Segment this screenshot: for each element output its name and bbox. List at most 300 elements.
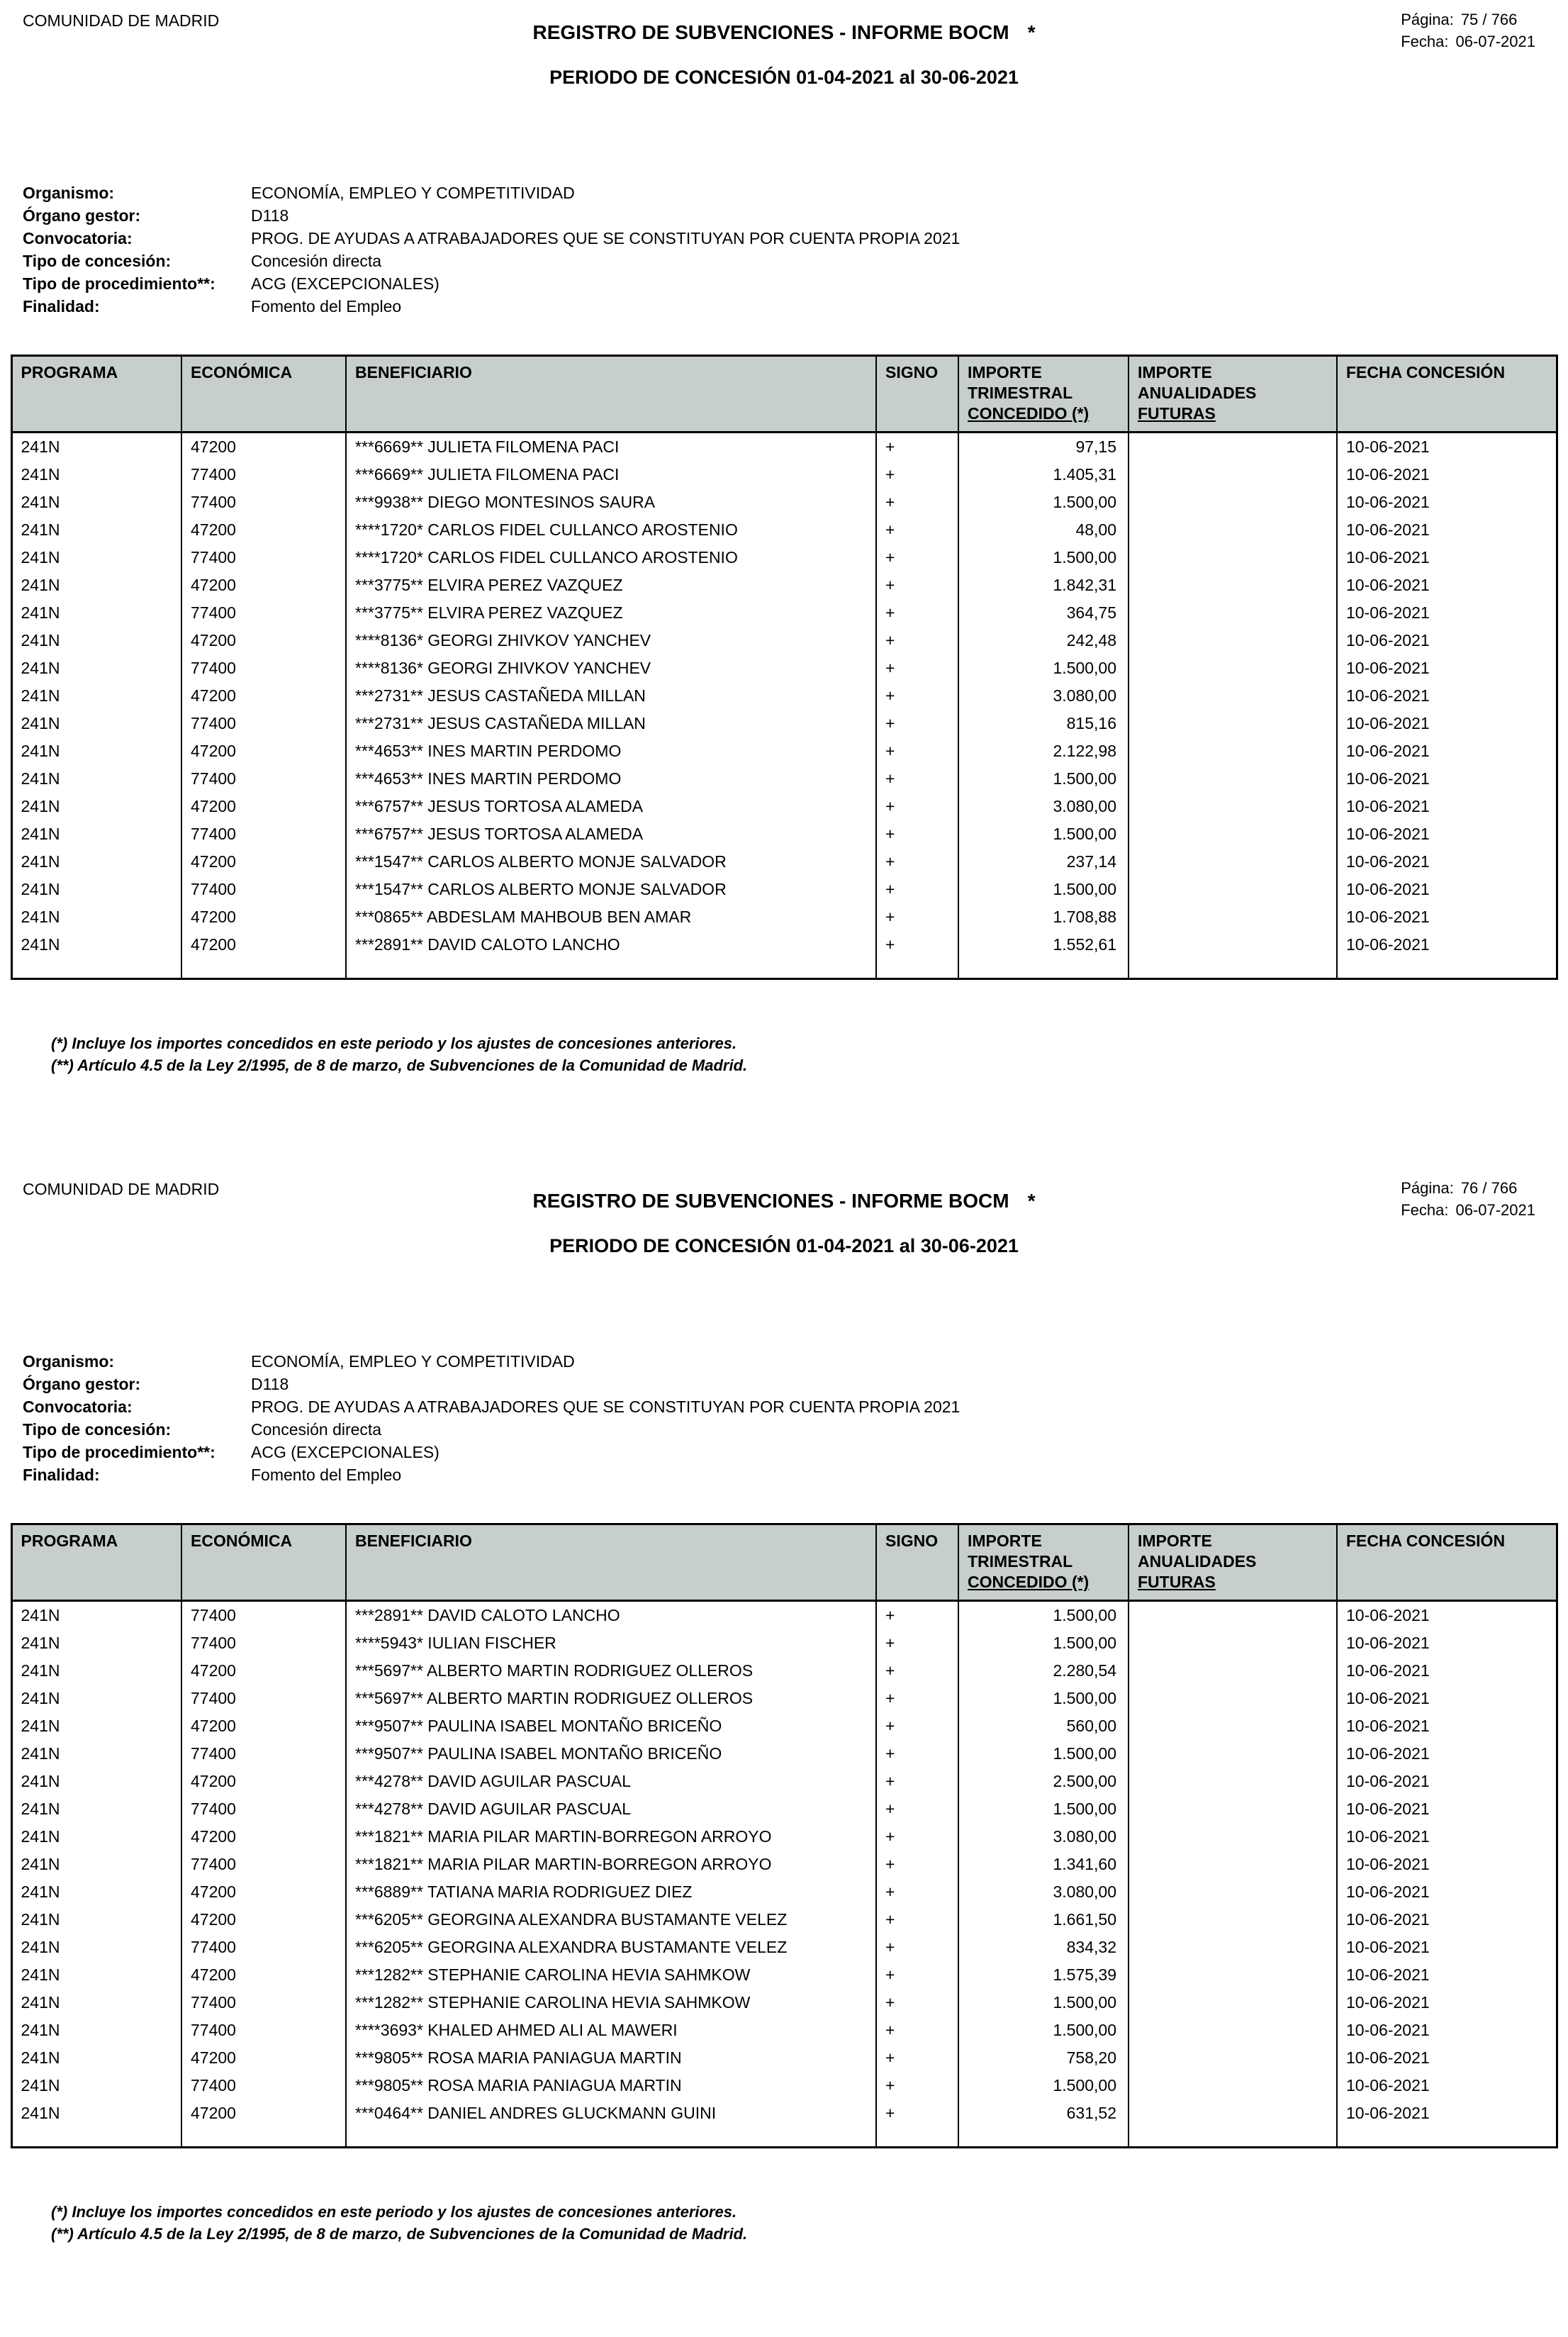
cell-importe-trimestral: 3.080,00 xyxy=(958,793,1129,820)
cell-beneficiario: ***1282** STEPHANIE CAROLINA HEVIA SAHMKOW xyxy=(346,1961,876,1989)
column-header-line: TRIMESTRAL xyxy=(968,384,1073,402)
cell-beneficiario: ***1821** MARIA PILAR MARTIN-BORREGON ARROYO xyxy=(346,1823,876,1851)
column-header-fecha-concesion xyxy=(1337,1524,1557,1601)
cell-importe-anualidades xyxy=(1129,627,1337,654)
table-row xyxy=(11,2017,1557,2044)
cell-importe-anualidades xyxy=(1129,737,1337,765)
meta-label: Organismo: xyxy=(23,1352,115,1371)
cell-fecha-concesion: 10-06-2021 xyxy=(1337,793,1557,820)
cell-beneficiario: ***4278** DAVID AGUILAR PASCUAL xyxy=(346,1795,876,1823)
cell-fecha-concesion: 10-06-2021 xyxy=(1337,1601,1557,1630)
meta-value: ECONOMÍA, EMPLEO Y COMPETITIVIDAD xyxy=(251,1352,575,1371)
cell-importe-anualidades xyxy=(1129,1768,1337,1795)
cell-importe-trimestral: 1.661,50 xyxy=(958,1906,1129,1934)
cell-signo: + xyxy=(876,2044,958,2072)
cell-signo: + xyxy=(876,516,958,544)
cell-importe-anualidades xyxy=(1129,599,1337,627)
column-header-signo xyxy=(876,1524,958,1601)
cell-empty xyxy=(346,959,876,978)
table-row xyxy=(11,1934,1557,1961)
cell-importe-trimestral: 1.500,00 xyxy=(958,1685,1129,1712)
column-header-economica xyxy=(181,1524,346,1601)
cell-fecha-concesion: 10-06-2021 xyxy=(1337,903,1557,931)
cell-beneficiario: ***3775** ELVIRA PEREZ VAZQUEZ xyxy=(346,599,876,627)
cell-importe-anualidades xyxy=(1129,1740,1337,1768)
cell-fecha-concesion: 10-06-2021 xyxy=(1337,876,1557,903)
cell-importe-anualidades xyxy=(1129,2072,1337,2099)
cell-programa: 241N xyxy=(21,825,60,843)
title-asterisk: * xyxy=(1027,21,1036,43)
cell-signo: + xyxy=(876,627,958,654)
cell-programa: 241N xyxy=(21,493,60,511)
meta-label: Convocatoria: xyxy=(23,229,133,247)
cell-signo: + xyxy=(876,433,958,462)
cell-beneficiario: ****5943* IULIAN FISCHER xyxy=(346,1629,876,1657)
cell-importe-anualidades xyxy=(1129,903,1337,931)
cell-importe-trimestral: 1.341,60 xyxy=(958,1851,1129,1878)
cell-beneficiario: ****8136* GEORGI ZHIVKOV YANCHEV xyxy=(346,627,876,654)
table-body xyxy=(11,1601,1557,2148)
meta-row xyxy=(23,253,1568,269)
cell-fecha-concesion: 10-06-2021 xyxy=(1337,1629,1557,1657)
cell-signo: + xyxy=(876,571,958,599)
cell-programa: 241N xyxy=(21,1855,60,1873)
cell-fecha-concesion: 10-06-2021 xyxy=(1337,544,1557,571)
cell-economica: 77400 xyxy=(181,461,346,489)
column-header-importe-trimestral xyxy=(958,356,1129,433)
cell-signo: + xyxy=(876,1851,958,1878)
cell-beneficiario: ***1547** CARLOS ALBERTO MONJE SALVADOR xyxy=(346,876,876,903)
report-title: REGISTRO DE SUBVENCIONES - INFORME BOCM xyxy=(532,21,1009,43)
cell-beneficiario: ***2731** JESUS CASTAÑEDA MILLAN xyxy=(346,682,876,710)
cell-economica: 77400 xyxy=(181,765,346,793)
cell-fecha-concesion: 10-06-2021 xyxy=(1337,710,1557,737)
table-row xyxy=(11,1906,1557,1934)
cell-importe-trimestral: 1.708,88 xyxy=(958,903,1129,931)
column-header-beneficiario xyxy=(346,356,876,433)
cell-importe-trimestral: 1.500,00 xyxy=(958,1989,1129,2017)
cell-programa: 241N xyxy=(21,935,60,954)
cell-programa: 241N xyxy=(21,1634,60,1652)
organization-name: COMUNIDAD DE MADRID xyxy=(23,1180,220,1198)
cell-economica: 47200 xyxy=(181,793,346,820)
cell-signo: + xyxy=(876,1823,958,1851)
cell-importe-trimestral: 2.500,00 xyxy=(958,1768,1129,1795)
meta-label: Órgano gestor: xyxy=(23,206,141,225)
meta-label: Tipo de concesión: xyxy=(23,1420,172,1439)
cell-fecha-concesion: 10-06-2021 xyxy=(1337,1685,1557,1712)
column-header-line: SIGNO xyxy=(885,363,939,381)
cell-economica: 47200 xyxy=(181,1657,346,1685)
table-row xyxy=(11,1685,1557,1712)
cell-importe-trimestral: 1.500,00 xyxy=(958,765,1129,793)
page-number-label: Página: xyxy=(1401,1179,1454,1197)
meta-value: PROG. DE AYUDAS A ATRABAJADORES QUE SE CONSTITUYAN POR CUENTA PROPIA 2021 xyxy=(251,1398,961,1416)
cell-economica: 47200 xyxy=(181,627,346,654)
cell-importe-anualidades xyxy=(1129,1934,1337,1961)
cell-importe-anualidades xyxy=(1129,654,1337,682)
table-row xyxy=(11,1851,1557,1878)
meta-label: Convocatoria: xyxy=(23,1398,133,1416)
cell-programa: 241N xyxy=(21,2048,60,2067)
column-header-line: FUTURAS xyxy=(1138,404,1216,423)
cell-empty xyxy=(181,2127,346,2147)
cell-programa: 241N xyxy=(21,603,60,622)
cell-economica: 47200 xyxy=(181,848,346,876)
cell-importe-anualidades xyxy=(1129,1851,1337,1878)
cell-economica: 47200 xyxy=(181,1823,346,1851)
cell-importe-anualidades xyxy=(1129,433,1337,462)
cell-importe-trimestral: 237,14 xyxy=(958,848,1129,876)
cell-economica: 47200 xyxy=(181,516,346,544)
cell-empty xyxy=(181,959,346,978)
cell-programa: 241N xyxy=(21,880,60,898)
column-header-signo xyxy=(876,356,958,433)
cell-programa: 241N xyxy=(21,1800,60,1818)
cell-beneficiario: ***2891** DAVID CALOTO LANCHO xyxy=(346,1601,876,1630)
cell-fecha-concesion: 10-06-2021 xyxy=(1337,1851,1557,1878)
cell-importe-anualidades xyxy=(1129,1878,1337,1906)
cell-economica: 47200 xyxy=(181,1768,346,1795)
cell-programa: 241N xyxy=(21,548,60,567)
table-body xyxy=(11,433,1557,979)
cell-programa: 241N xyxy=(21,576,60,594)
cell-beneficiario: ****1720* CARLOS FIDEL CULLANCO AROSTENIO xyxy=(346,544,876,571)
footnote: (**) Artículo 4.5 de la Ley 2/1995, de 8 de marzo, de Subvenciones de la Comunidad de Madrid. xyxy=(51,1056,748,1074)
page-number-label: Página: xyxy=(1401,11,1454,28)
table-row xyxy=(11,1768,1557,1795)
table-header-row xyxy=(11,356,1557,433)
cell-fecha-concesion: 10-06-2021 xyxy=(1337,765,1557,793)
meta-label: Finalidad: xyxy=(23,1466,100,1484)
cell-beneficiario: ***5697** ALBERTO MARTIN RODRIGUEZ OLLEROS xyxy=(346,1657,876,1685)
column-header-line: BENEFICIARIO xyxy=(355,363,472,381)
cell-signo: + xyxy=(876,1685,958,1712)
table-row xyxy=(11,876,1557,903)
cell-fecha-concesion: 10-06-2021 xyxy=(1337,2099,1557,2127)
cell-importe-trimestral: 1.575,39 xyxy=(958,1961,1129,1989)
date-label: Fecha: xyxy=(1401,1201,1449,1219)
table-row xyxy=(11,1712,1557,1740)
cell-empty xyxy=(346,2127,876,2147)
cell-beneficiario: ****1720* CARLOS FIDEL CULLANCO AROSTENIO xyxy=(346,516,876,544)
cell-fecha-concesion: 10-06-2021 xyxy=(1337,599,1557,627)
cell-signo: + xyxy=(876,2017,958,2044)
table-row xyxy=(11,2044,1557,2072)
column-header-line: ECONÓMICA xyxy=(191,1532,293,1550)
cell-fecha-concesion: 10-06-2021 xyxy=(1337,820,1557,848)
cell-fecha-concesion: 10-06-2021 xyxy=(1337,848,1557,876)
column-header-importe-trimestral xyxy=(958,1524,1129,1601)
cell-signo: + xyxy=(876,1989,958,2017)
column-header-line: BENEFICIARIO xyxy=(355,1532,472,1550)
cell-fecha-concesion: 10-06-2021 xyxy=(1337,1768,1557,1795)
meta-row xyxy=(23,230,1568,247)
cell-programa: 241N xyxy=(21,1993,60,2012)
meta-value: ACG (EXCEPCIONALES) xyxy=(251,1443,439,1461)
cell-economica: 47200 xyxy=(181,1906,346,1934)
footnotes xyxy=(51,2201,1568,2245)
cell-economica: 77400 xyxy=(181,710,346,737)
table-row xyxy=(11,2099,1557,2127)
cell-beneficiario: ***6757** JESUS TORTOSA ALAMEDA xyxy=(346,820,876,848)
cell-programa: 241N xyxy=(21,852,60,871)
cell-programa: 241N xyxy=(21,2104,60,2122)
column-header-line: ANUALIDADES xyxy=(1138,1552,1257,1571)
footnote: (*) Incluye los importes concedidos en este periodo y los ajustes de concesiones anteriores. xyxy=(51,2202,737,2221)
cell-economica: 47200 xyxy=(181,2099,346,2127)
meta-label: Órgano gestor: xyxy=(23,1375,141,1393)
cell-importe-anualidades xyxy=(1129,1601,1337,1630)
cell-programa: 241N xyxy=(21,769,60,788)
table-row xyxy=(11,599,1557,627)
cell-importe-trimestral: 1.500,00 xyxy=(958,489,1129,516)
cell-beneficiario: ****8136* GEORGI ZHIVKOV YANCHEV xyxy=(346,654,876,682)
meta-label: Organismo: xyxy=(23,184,115,202)
column-header-line: ANUALIDADES xyxy=(1138,384,1257,402)
cell-beneficiario: ***4653** INES MARTIN PERDOMO xyxy=(346,765,876,793)
column-header-line: PROGRAMA xyxy=(21,363,118,381)
cell-importe-trimestral: 97,15 xyxy=(958,433,1129,462)
table-row xyxy=(11,516,1557,544)
table-row xyxy=(11,737,1557,765)
table-row xyxy=(11,1740,1557,1768)
cell-empty xyxy=(1129,2127,1337,2147)
report-subtitle: PERIODO DE CONCESIÓN 01-04-2021 al 30-06-2021 xyxy=(549,1235,1019,1256)
cell-empty xyxy=(876,959,958,978)
cell-signo: + xyxy=(876,793,958,820)
meta-value: PROG. DE AYUDAS A ATRABAJADORES QUE SE CONSTITUYAN POR CUENTA PROPIA 2021 xyxy=(251,229,961,247)
cell-beneficiario: ***6205** GEORGINA ALEXANDRA BUSTAMANTE VELEZ xyxy=(346,1906,876,1934)
cell-importe-trimestral: 758,20 xyxy=(958,2044,1129,2072)
cell-programa: 241N xyxy=(21,659,60,677)
cell-fecha-concesion: 10-06-2021 xyxy=(1337,682,1557,710)
cell-fecha-concesion: 10-06-2021 xyxy=(1337,489,1557,516)
column-header-line: CONCEDIDO (*) xyxy=(968,1573,1090,1591)
cell-importe-anualidades xyxy=(1129,931,1337,959)
title-asterisk: * xyxy=(1027,1190,1036,1212)
cell-beneficiario: ****3693* KHALED AHMED ALI AL MAWERI xyxy=(346,2017,876,2044)
table-row xyxy=(11,765,1557,793)
meta-label: Finalidad: xyxy=(23,297,100,316)
cell-fecha-concesion: 10-06-2021 xyxy=(1337,654,1557,682)
table-row xyxy=(11,682,1557,710)
date-row xyxy=(1401,1199,1535,1221)
cell-beneficiario: ***0464** DANIEL ANDRES GLUCKMANN GUINI xyxy=(346,2099,876,2127)
cell-fecha-concesion: 10-06-2021 xyxy=(1337,2044,1557,2072)
cell-economica: 77400 xyxy=(181,1740,346,1768)
cell-fecha-concesion: 10-06-2021 xyxy=(1337,1878,1557,1906)
cell-economica: 47200 xyxy=(181,931,346,959)
cell-importe-trimestral: 364,75 xyxy=(958,599,1129,627)
table-row xyxy=(11,571,1557,599)
footnotes xyxy=(51,1032,1568,1076)
table-row xyxy=(11,1989,1557,2017)
cell-importe-anualidades xyxy=(1129,793,1337,820)
title-line xyxy=(0,1168,1568,1212)
cell-importe-anualidades xyxy=(1129,1712,1337,1740)
cell-beneficiario: ***6205** GEORGINA ALEXANDRA BUSTAMANTE VELEZ xyxy=(346,1934,876,1961)
meta-value: D118 xyxy=(251,1375,289,1393)
cell-beneficiario: ***2731** JESUS CASTAÑEDA MILLAN xyxy=(346,710,876,737)
meta-row xyxy=(23,208,1568,224)
cell-fecha-concesion: 10-06-2021 xyxy=(1337,433,1557,462)
cell-signo: + xyxy=(876,654,958,682)
table-row xyxy=(11,1601,1557,1630)
table-row xyxy=(11,627,1557,654)
meta-block xyxy=(23,185,1568,315)
cell-economica: 77400 xyxy=(181,544,346,571)
cell-empty xyxy=(876,2127,958,2147)
cell-importe-trimestral: 631,52 xyxy=(958,2099,1129,2127)
cell-beneficiario: ***6889** TATIANA MARIA RODRIGUEZ DIEZ xyxy=(346,1878,876,1906)
cell-importe-anualidades xyxy=(1129,876,1337,903)
table-row xyxy=(11,544,1557,571)
cell-beneficiario: ***1821** MARIA PILAR MARTIN-BORREGON ARROYO xyxy=(346,1851,876,1878)
cell-economica: 77400 xyxy=(181,1851,346,1878)
cell-programa: 241N xyxy=(21,1689,60,1707)
page-number-row xyxy=(1401,1177,1535,1199)
page-number-value: 75 / 766 xyxy=(1460,11,1518,28)
cell-programa: 241N xyxy=(21,686,60,705)
column-header-line: CONCEDIDO (*) xyxy=(968,404,1090,423)
cell-fecha-concesion: 10-06-2021 xyxy=(1337,1934,1557,1961)
cell-economica: 77400 xyxy=(181,1601,346,1630)
cell-fecha-concesion: 10-06-2021 xyxy=(1337,931,1557,959)
cell-importe-anualidades xyxy=(1129,2099,1337,2127)
cell-fecha-concesion: 10-06-2021 xyxy=(1337,571,1557,599)
cell-importe-anualidades xyxy=(1129,571,1337,599)
column-header-fecha-concesion xyxy=(1337,356,1557,433)
cell-economica: 47200 xyxy=(181,2044,346,2072)
cell-economica: 47200 xyxy=(181,571,346,599)
cell-signo: + xyxy=(876,737,958,765)
meta-label: Tipo de procedimiento**: xyxy=(23,274,215,293)
cell-importe-anualidades xyxy=(1129,848,1337,876)
cell-importe-anualidades xyxy=(1129,1795,1337,1823)
cell-importe-trimestral: 48,00 xyxy=(958,516,1129,544)
title-line xyxy=(0,0,1568,44)
date-value: 06-07-2021 xyxy=(1455,33,1535,50)
cell-importe-anualidades xyxy=(1129,1685,1337,1712)
cell-signo: + xyxy=(876,599,958,627)
table-row xyxy=(11,489,1557,516)
cell-importe-anualidades xyxy=(1129,516,1337,544)
cell-fecha-concesion: 10-06-2021 xyxy=(1337,737,1557,765)
cell-economica: 77400 xyxy=(181,820,346,848)
cell-fecha-concesion: 10-06-2021 xyxy=(1337,516,1557,544)
cell-fecha-concesion: 10-06-2021 xyxy=(1337,1823,1557,1851)
cell-signo: + xyxy=(876,848,958,876)
cell-fecha-concesion: 10-06-2021 xyxy=(1337,1961,1557,1989)
cell-signo: + xyxy=(876,461,958,489)
cell-importe-trimestral: 3.080,00 xyxy=(958,1823,1129,1851)
meta-value: Concesión directa xyxy=(251,252,382,270)
cell-economica: 77400 xyxy=(181,1989,346,2017)
cell-importe-trimestral: 1.500,00 xyxy=(958,820,1129,848)
cell-economica: 77400 xyxy=(181,2072,346,2099)
cell-economica: 77400 xyxy=(181,1629,346,1657)
cell-programa: 241N xyxy=(21,1827,60,1846)
cell-empty xyxy=(1129,959,1337,978)
meta-row xyxy=(23,185,1568,201)
meta-value: ACG (EXCEPCIONALES) xyxy=(251,274,439,293)
cell-programa: 241N xyxy=(21,1938,60,1956)
cell-signo: + xyxy=(876,544,958,571)
cell-beneficiario: ***9507** PAULINA ISABEL MONTAÑO BRICEÑO xyxy=(346,1740,876,1768)
table-row xyxy=(11,1823,1557,1851)
cell-importe-anualidades xyxy=(1129,489,1337,516)
cell-fecha-concesion: 10-06-2021 xyxy=(1337,461,1557,489)
meta-label: Tipo de concesión: xyxy=(23,252,172,270)
cell-beneficiario: ***6669** JULIETA FILOMENA PACI xyxy=(346,461,876,489)
column-header-line: FUTURAS xyxy=(1138,1573,1216,1591)
cell-economica: 47200 xyxy=(181,1878,346,1906)
cell-importe-trimestral: 1.500,00 xyxy=(958,2072,1129,2099)
column-header-line: IMPORTE xyxy=(1138,1532,1212,1550)
table-header-row xyxy=(11,1524,1557,1601)
cell-programa: 241N xyxy=(21,1661,60,1680)
page-info xyxy=(1401,1177,1535,1221)
cell-economica: 47200 xyxy=(181,1712,346,1740)
meta-row xyxy=(23,299,1568,315)
cell-signo: + xyxy=(876,710,958,737)
table-row xyxy=(11,461,1557,489)
column-header-beneficiario xyxy=(346,1524,876,1601)
document-page xyxy=(0,0,1568,1168)
cell-economica: 47200 xyxy=(181,433,346,462)
cell-signo: + xyxy=(876,1795,958,1823)
cell-importe-trimestral: 1.500,00 xyxy=(958,2017,1129,2044)
cell-signo: + xyxy=(876,1601,958,1630)
cell-fecha-concesion: 10-06-2021 xyxy=(1337,1657,1557,1685)
cell-empty xyxy=(11,959,181,978)
cell-importe-anualidades xyxy=(1129,1989,1337,2017)
table-row xyxy=(11,848,1557,876)
column-header-line: FECHA CONCESIÓN xyxy=(1346,1532,1506,1550)
cell-importe-trimestral: 1.500,00 xyxy=(958,1629,1129,1657)
page-number-row xyxy=(1401,9,1535,30)
cell-fecha-concesion: 10-06-2021 xyxy=(1337,1989,1557,2017)
cell-beneficiario: ***9507** PAULINA ISABEL MONTAÑO BRICEÑO xyxy=(346,1712,876,1740)
cell-programa: 241N xyxy=(21,520,60,539)
cell-economica: 77400 xyxy=(181,489,346,516)
table-row xyxy=(11,710,1557,737)
meta-value: Concesión directa xyxy=(251,1420,382,1439)
column-header-line: FECHA CONCESIÓN xyxy=(1346,363,1506,381)
meta-value: D118 xyxy=(251,206,289,225)
meta-row xyxy=(23,1376,1568,1393)
cell-importe-trimestral: 560,00 xyxy=(958,1712,1129,1740)
meta-row xyxy=(23,1399,1568,1415)
column-header-line: TRIMESTRAL xyxy=(968,1552,1073,1571)
cell-importe-trimestral: 1.405,31 xyxy=(958,461,1129,489)
cell-importe-trimestral: 1.842,31 xyxy=(958,571,1129,599)
report-subtitle: PERIODO DE CONCESIÓN 01-04-2021 al 30-06-2021 xyxy=(549,67,1019,88)
cell-signo: + xyxy=(876,1712,958,1740)
table-row xyxy=(11,2072,1557,2099)
cell-importe-trimestral: 1.500,00 xyxy=(958,876,1129,903)
cell-importe-trimestral: 1.500,00 xyxy=(958,1795,1129,1823)
date-value: 06-07-2021 xyxy=(1455,1201,1535,1219)
date-row xyxy=(1401,30,1535,52)
cell-fecha-concesion: 10-06-2021 xyxy=(1337,1795,1557,1823)
meta-row xyxy=(23,1444,1568,1461)
cell-programa: 241N xyxy=(21,908,60,926)
organization-name: COMUNIDAD DE MADRID xyxy=(23,11,220,30)
table-row xyxy=(11,931,1557,959)
table-row xyxy=(11,1629,1557,1657)
